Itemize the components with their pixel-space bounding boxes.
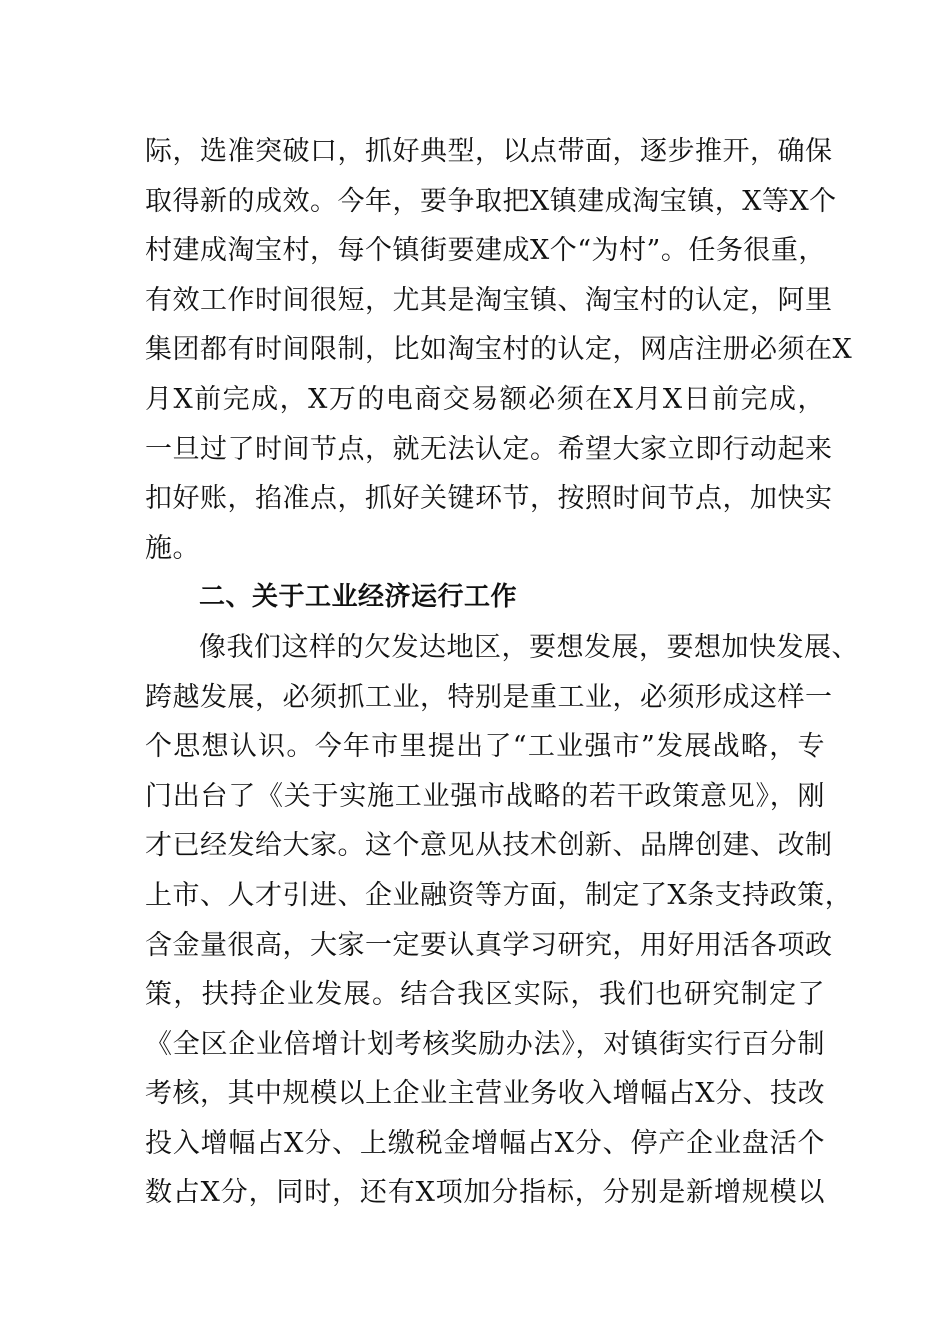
text-line: 个思想认识。今年市里提出了“工业强市”发展战略，专 [145, 731, 825, 763]
text-line: 扣好账，掐准点，抓好关键环节，按照时间节点，加快实 [145, 483, 833, 515]
text-line: 取得新的成效。今年，要争取把X镇建成淘宝镇，X等X个 [145, 185, 837, 217]
text-line: 一旦过了时间节点，就无法认定。希望大家立即行动起来 [145, 433, 833, 465]
text-line: 投入增幅占X分、上缴税金增幅占X分、停产企业盘活个 [145, 1127, 825, 1159]
text-line: 含金量很高，大家一定要认真学习研究，用好用活各项政 [145, 929, 833, 961]
text-line: 跨越发展，必须抓工业，特别是重工业，必须形成这样一 [145, 681, 833, 713]
text-line: 策，扶持企业发展。结合我区实际，我们也研究制定了 [145, 979, 825, 1011]
text-line: 村建成淘宝村，每个镇街要建成X个“为村”。任务很重， [145, 235, 826, 267]
text-line: 像我们这样的欠发达地区，要想发展，要想加快发展、 [199, 631, 859, 663]
text-line: 数占X分，同时，还有X项加分指标，分别是新增规模以 [145, 1177, 825, 1209]
section-heading: 二、关于工业经济运行工作 [199, 582, 518, 613]
text-line: 有效工作时间很短，尤其是淘宝镇、淘宝村的认定，阿里 [145, 284, 833, 316]
text-line: 施。 [145, 532, 200, 564]
text-line: 《全区企业倍增计划考核奖励办法》，对镇街实行百分制 [145, 1028, 825, 1060]
text-line: 考核，其中规模以上企业主营业务收入增幅占X分、技改 [145, 1078, 825, 1110]
text-line: 集团都有时间限制，比如淘宝村的认定，网店注册必须在X [145, 334, 853, 366]
text-line: 上市、人才引进、企业融资等方面，制定了X条支持政策， [145, 879, 853, 911]
text-line: 才已经发给大家。这个意见从技术创新、品牌创建、改制 [145, 830, 833, 862]
paragraph-2 [145, 623, 859, 1218]
text-line: 月X前完成，X万的电商交易额必须在X月X日前完成， [145, 383, 825, 415]
paragraph-1 [145, 127, 853, 573]
text-line: 门出台了《关于实施工业强市战略的若干政策意见》，刚 [145, 780, 825, 812]
document-body [145, 127, 859, 1218]
text-line: 际，选准突破口，抓好典型，以点带面，逐步推开，确保 [145, 136, 833, 167]
